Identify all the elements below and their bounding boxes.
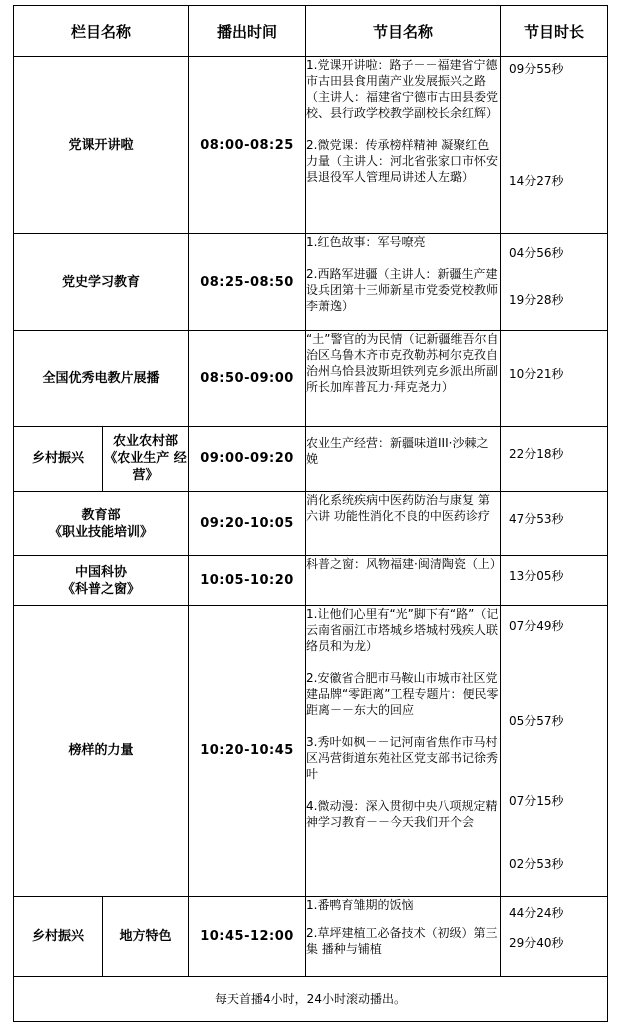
duration: 04分56秒 xyxy=(509,246,564,261)
header-row xyxy=(14,6,608,57)
air-time: 08:50-09:00 xyxy=(189,330,306,426)
table-row xyxy=(14,896,608,976)
program-item: 3.秀叶如枫－－记河南省焦作市马村区冯营街道东苑社区党支部书记徐秀叶 xyxy=(306,735,499,782)
duration: 47分53秒 xyxy=(509,511,564,526)
duration-cell xyxy=(501,57,608,234)
program-list xyxy=(306,896,501,976)
air-time: 10:05-10:20 xyxy=(189,556,306,606)
air-time: 09:20-10:05 xyxy=(189,491,306,555)
table-row xyxy=(14,606,608,897)
header-duration: 节目时长 xyxy=(501,6,608,57)
column-name: 榜样的力量 xyxy=(14,606,189,897)
table-row xyxy=(14,426,608,491)
program-list xyxy=(306,330,501,426)
program-list xyxy=(306,491,501,555)
duration: 09分55秒 xyxy=(509,62,564,77)
duration: 07分15秒 xyxy=(509,794,564,809)
air-time: 08:00-08:25 xyxy=(189,57,306,234)
duration: 14分27秒 xyxy=(509,174,564,189)
program-item: 科普之窗：风物福建·闽清陶瓷（上） xyxy=(306,557,502,572)
program-item: 农业生产经营：新疆味道III·沙棘之娩 xyxy=(306,435,489,466)
air-time: 10:45-12:00 xyxy=(189,896,306,976)
air-time: 08:25-08:50 xyxy=(189,234,306,330)
program-item: 1.红色故事：军号嘹亮 xyxy=(306,235,426,250)
program-list xyxy=(306,556,501,606)
column-name-line: 教育部 xyxy=(81,507,121,523)
duration: 07分49秒 xyxy=(509,619,564,634)
column-name xyxy=(14,491,189,555)
program-item: 4.微动漫：深入贯彻中央八项规定精神学习教育－－今天我们开个会 xyxy=(306,799,498,830)
column-name: 党课开讲啦 xyxy=(14,57,189,234)
header-air-time: 播出时间 xyxy=(189,6,306,57)
program-item: 消化系统疾病中医药防治与康复 第六讲 功能性消化不良的中医药诊疗 xyxy=(306,492,490,523)
column-name-line: 《职业技能培训》 xyxy=(49,524,154,540)
sub-column-line: 农业农村部 xyxy=(113,434,179,450)
header-program-name: 节目名称 xyxy=(306,6,501,57)
duration: 10分21秒 xyxy=(509,366,564,381)
column-name: 乡村振兴 xyxy=(14,896,103,976)
program-list xyxy=(306,426,501,491)
footer-row xyxy=(14,976,608,1021)
program-item: 1.番鸭育雏期的饭恼 xyxy=(306,897,414,912)
duration: 05分57秒 xyxy=(509,714,564,729)
program-item: “土”警官的为民情（记新疆维吾尔自治区乌鲁木齐市克孜勒苏柯尔克孜自治州乌恰县波斯坦铁列克乡派出所副所长加库普瓦力·拜克尧力） xyxy=(306,331,499,394)
program-item: 1.党课开讲啦：路子－－福建省宁德市古田县食用菌产业发展振兴之路（主讲人：福建省宁德市古田县委党校、县行政学校教学副校长余红辉） xyxy=(306,58,499,121)
program-item: 2.草坪建植工必备技术（初级）第三集 播种与铺植 xyxy=(306,925,498,956)
program-list xyxy=(306,57,501,234)
program-item: 2.安徽省合肥市马鞍山市城市社区党建品牌“零距离”工程专题片：便民零距离－－东大的回应 xyxy=(306,671,499,718)
table-row xyxy=(14,57,608,234)
duration-cell xyxy=(501,330,608,426)
duration-cell xyxy=(501,606,608,897)
sub-column-name xyxy=(103,896,189,976)
program-list xyxy=(306,234,501,330)
duration: 02分53秒 xyxy=(509,857,564,872)
table-row xyxy=(14,330,608,426)
duration-cell xyxy=(501,426,608,491)
sub-column-name xyxy=(103,426,189,491)
table-row xyxy=(14,491,608,555)
duration: 29分40秒 xyxy=(509,935,564,950)
air-time: 10:20-10:45 xyxy=(189,606,306,897)
sub-column-line: 地方特色 xyxy=(119,928,172,944)
column-name-line: 中国科协 xyxy=(75,564,128,580)
column-name-line: 《科普之窗》 xyxy=(62,581,141,597)
duration: 22分18秒 xyxy=(509,446,564,461)
column-name: 党史学习教育 xyxy=(14,234,189,330)
table-row xyxy=(14,234,608,330)
duration: 13分05秒 xyxy=(509,569,564,584)
program-item: 2.西路军进疆（主讲人：新疆生产建设兵团第十三师新星市党委党校教师李萧逸） xyxy=(306,267,499,314)
schedule-table xyxy=(13,5,608,1022)
column-name xyxy=(14,556,189,606)
duration-cell xyxy=(501,491,608,555)
sub-column-line: 经营》 xyxy=(132,451,187,484)
duration-cell xyxy=(501,556,608,606)
program-item: 2.微党课：传承榜样精神 凝聚红色力量（主讲人：河北省张家口市怀安县退役军人管理局讲述人左璐） xyxy=(306,138,499,185)
air-time: 09:00-09:20 xyxy=(189,426,306,491)
column-name: 乡村振兴 xyxy=(14,426,103,491)
header-column-name: 栏目名称 xyxy=(14,6,189,57)
table-row xyxy=(14,556,608,606)
program-item: 1.让他们心里有“光”脚下有“路”（记云南省丽江市塔城乡塔城村残疾人联络员和为龙） xyxy=(306,607,499,654)
program-list xyxy=(306,606,501,897)
sub-column-line: 《农业生产 xyxy=(104,451,170,467)
duration-cell xyxy=(501,234,608,330)
footer-note: 每天首播4小时，24小时滚动播出。 xyxy=(14,976,608,1021)
column-name: 全国优秀电教片展播 xyxy=(14,330,189,426)
duration: 44分24秒 xyxy=(509,905,564,920)
duration-cell xyxy=(501,896,608,976)
duration: 19分28秒 xyxy=(509,293,564,308)
